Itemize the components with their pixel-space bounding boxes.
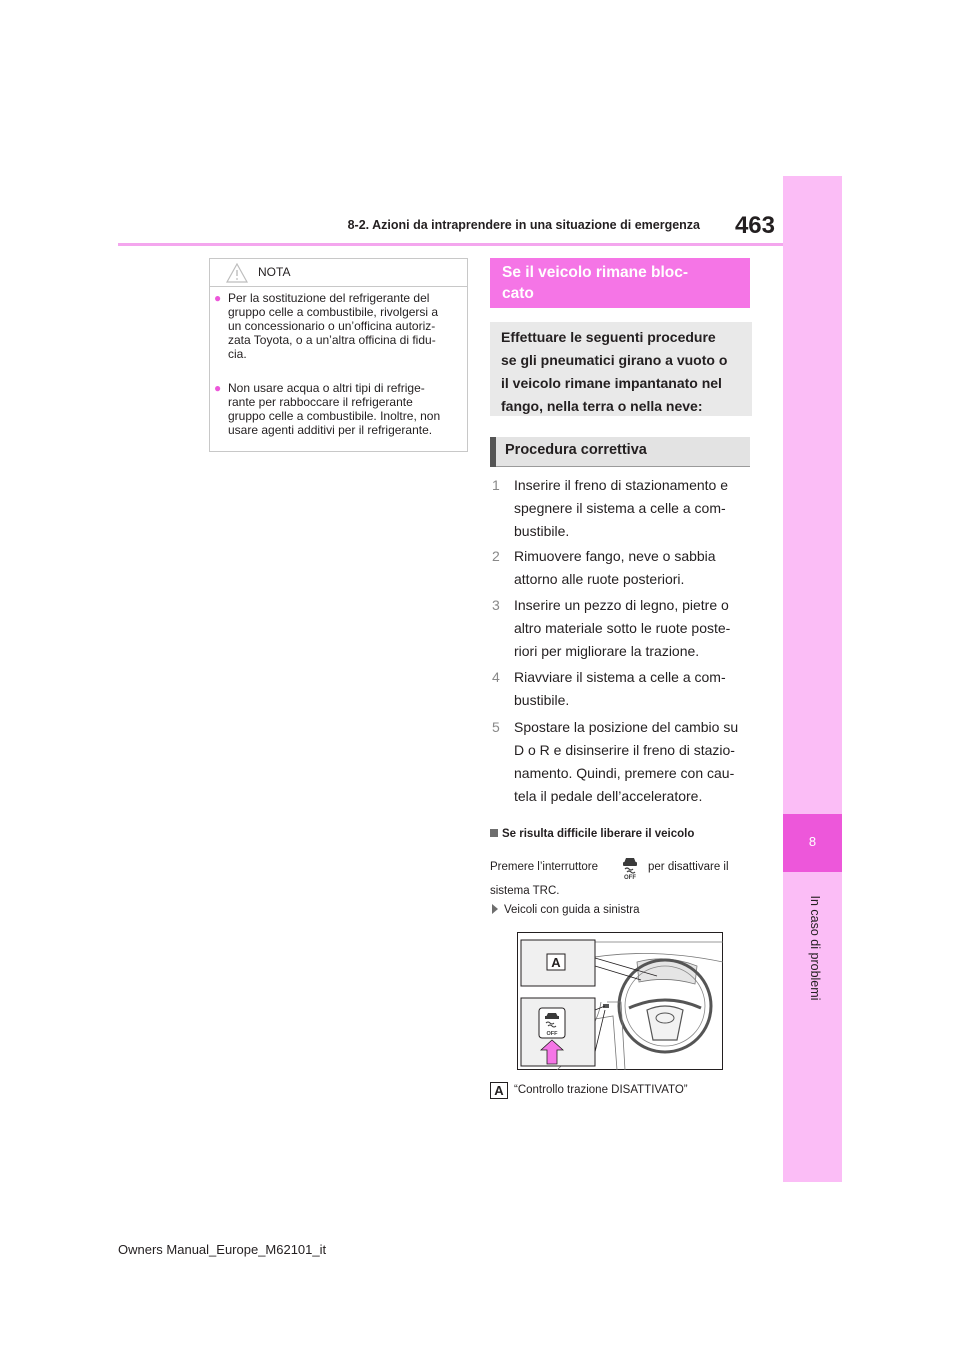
step-text: Inserire il freno di stazionamento e spegnere il sistema a celle a com- bustibile. — [514, 477, 728, 539]
switch-off-label: OFF — [546, 1031, 558, 1037]
nota-header-divider — [210, 286, 467, 287]
vehicle-note: Veicoli con guida a sinistra — [492, 904, 640, 916]
step-number: 4 — [492, 669, 500, 685]
nota-title: NOTA — [258, 265, 291, 279]
intro-text: Effettuare le seguenti procedure se gli pneumatici girano a vuoto o il veicolo rimane impantanato nel fango, nella terra o nella neve: — [501, 329, 728, 414]
step-number: 3 — [492, 597, 500, 613]
step-number: 1 — [492, 477, 500, 493]
procedure-step — [492, 474, 752, 543]
chapter-number: 8 — [808, 834, 817, 849]
procedure-step — [492, 545, 752, 591]
nota-item — [214, 291, 464, 361]
procedure-heading: Procedura correttiva — [505, 442, 647, 458]
press-text-after: per disattivare il — [648, 861, 729, 873]
side-tab — [783, 176, 842, 1182]
section-title: 8-2. Azioni da intraprendere in una situazione di emergenza — [347, 218, 700, 232]
nota-item-text: Non usare acqua o altri tipi di refrige- rante per rabboccare il refrigerante gruppo celle a combustibile. Inoltre, non usare agenti additivi per il refrigerante. — [228, 381, 441, 437]
subsection-heading: Se risulta difficile liberare il veicolo — [490, 828, 694, 840]
step-text: Inserire un pezzo di legno, pietre o altro materiale sotto le ruote poste- riori per migliorare la trazione. — [514, 597, 731, 659]
step-text: Riavviare il sistema a celle a com- bustibile. — [514, 669, 726, 708]
step-text: Spostare la posizione del cambio su D o R e disinserire il freno di stazio- namento. Quindi, premere con cau- tela il pedale dell’acceleratore. — [514, 719, 739, 804]
trc-off-switch-icon — [616, 852, 644, 880]
section-heading: Se il veicolo rimane bloc- cato — [502, 264, 689, 302]
procedure-step — [492, 594, 752, 663]
square-bullet-icon — [490, 829, 498, 837]
procedure-step — [492, 716, 752, 808]
page-number: 463 — [734, 212, 775, 239]
step-text: Rimuovere fango, neve o sabbia attorno alle ruote posteriori. — [514, 548, 716, 587]
caption-callout-a: A — [490, 1082, 508, 1099]
procedure-step — [492, 666, 752, 712]
bullet-icon: ● — [214, 381, 222, 395]
nota-item-text: Per la sostituzione del refrigerante del gruppo celle a combustibile, rivolgersi a un concessionario o un’officina autoriz- zata Toyota, o a un’altra officina di fidu- cia. — [228, 291, 439, 361]
caption-text: “Controllo trazione DISATTIVATO” — [514, 1084, 688, 1096]
nota-item — [214, 381, 464, 437]
chapter-label: In caso di problemi — [808, 895, 822, 1001]
callout-a-label: A — [551, 955, 561, 970]
procedure-heading-bar — [490, 437, 496, 467]
header-rule — [118, 243, 784, 246]
footer-manual-id: Owners Manual_Europe_M62101_it — [118, 1242, 327, 1257]
press-text-before: Premere l’interruttore — [490, 861, 599, 873]
step-number: 2 — [492, 548, 500, 564]
trc-off-label: OFF — [624, 875, 636, 880]
dashboard-illustration — [517, 932, 723, 1070]
press-text-line2: sistema TRC. — [490, 885, 560, 897]
step-number: 5 — [492, 719, 500, 735]
warning-icon — [226, 263, 248, 283]
arrow-right-icon — [492, 904, 498, 914]
bullet-icon: ● — [214, 291, 222, 305]
